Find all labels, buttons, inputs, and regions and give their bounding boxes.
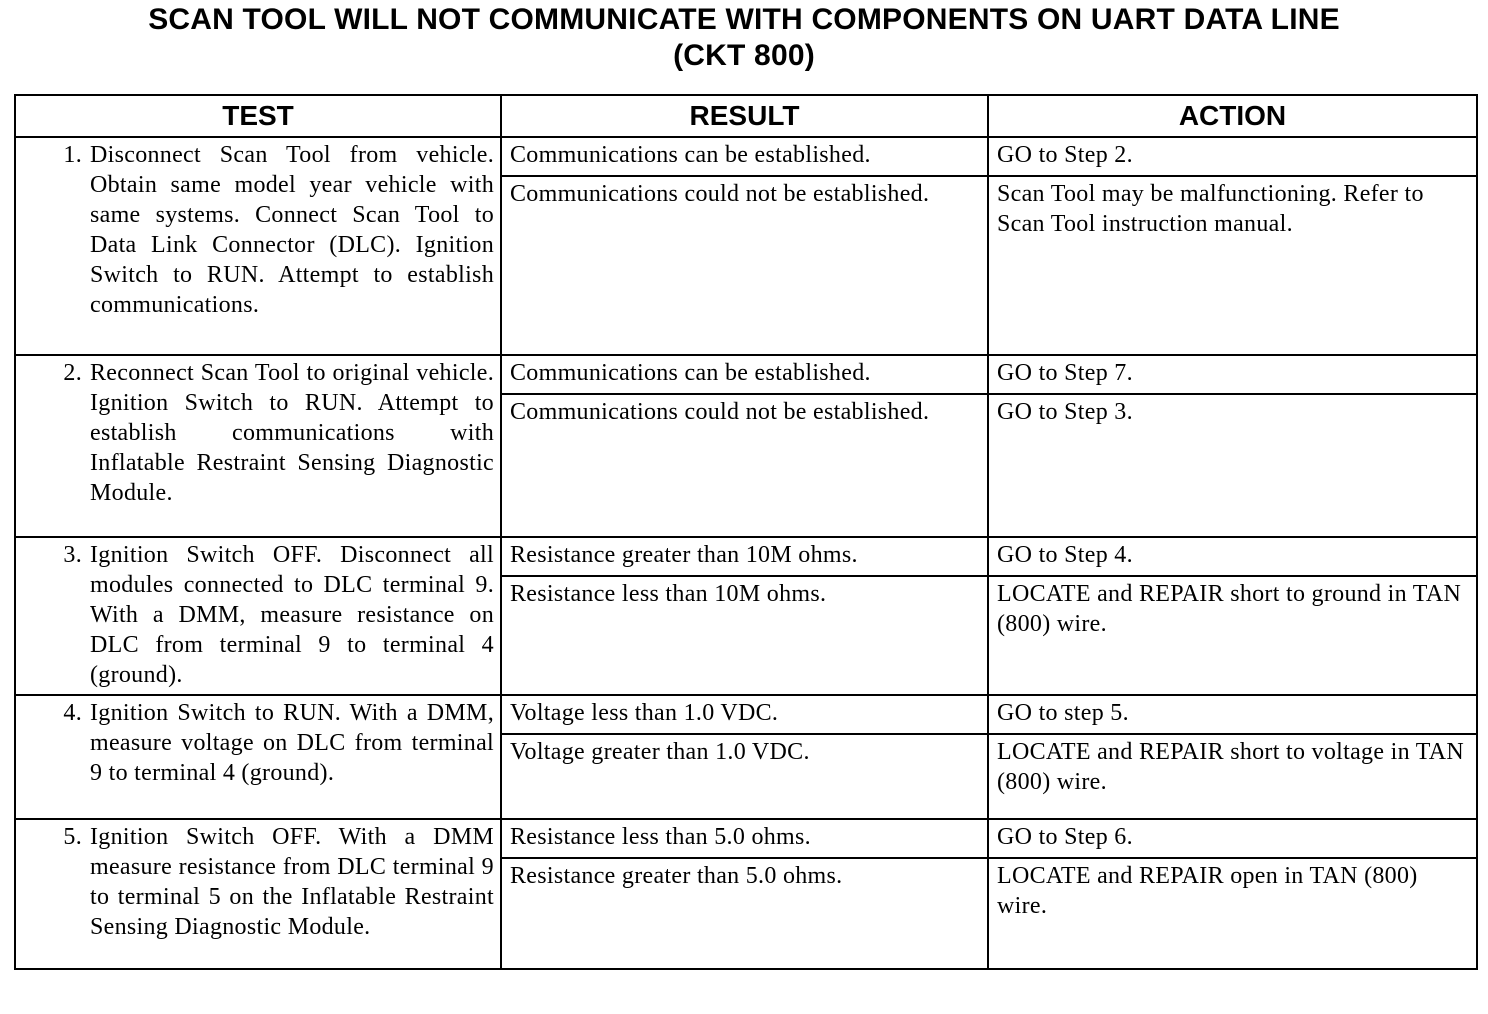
step-2-action-2: GO to Step 3. [988, 394, 1477, 537]
step-3-result-2: Resistance less than 10M ohms. [501, 576, 988, 695]
step-1-row-a [15, 137, 1477, 176]
step-2-test-cell [15, 355, 501, 537]
step-5-result-1: Resistance less than 5.0 ohms. [501, 819, 988, 858]
step-5-row-a [15, 819, 1477, 858]
step-1-action-2: Scan Tool may be malfunctioning. Refer to Scan Tool instruction manual. [988, 176, 1477, 355]
step-3-result-1: Resistance greater than 10M ohms. [501, 537, 988, 576]
header-test: TEST [15, 95, 501, 137]
step-number: 3. [63, 542, 82, 568]
step-3-action-1: GO to Step 4. [988, 537, 1477, 576]
step-2-result-1: Communications can be established. [501, 355, 988, 394]
step-test-text: Ignition Switch to RUN. With a DMM, measure voltage on DLC from terminal 9 to terminal 4 (ground). [90, 700, 494, 786]
header-row [15, 95, 1477, 137]
step-1-result-1: Communications can be established. [501, 137, 988, 176]
step-4-action-1: GO to step 5. [988, 695, 1477, 734]
step-4-result-1: Voltage less than 1.0 VDC. [501, 695, 988, 734]
step-5-action-1: GO to Step 6. [988, 819, 1477, 858]
step-3-test-cell [15, 537, 501, 695]
step-2-action-1: GO to Step 7. [988, 355, 1477, 394]
step-4-row-a [15, 695, 1477, 734]
step-test-text: Disconnect Scan Tool from vehicle. Obtain same model year vehicle with same systems. Connect Scan Tool to Data Link Connector (DLC). Ignition Switch to RUN. Attempt to establish communications. [90, 142, 494, 318]
title-line-1: SCAN TOOL WILL NOT COMMUNICATE WITH COMPONENTS ON UART DATA LINE [148, 3, 1340, 36]
step-4-result-2: Voltage greater than 1.0 VDC. [501, 734, 988, 819]
step-3-row-a [15, 537, 1477, 576]
step-number: 1. [63, 142, 82, 168]
title-line-2: (CKT 800) [673, 39, 815, 72]
step-2-result-2: Communications could not be established. [501, 394, 988, 537]
step-5-result-2: Resistance greater than 5.0 ohms. [501, 858, 988, 969]
step-test-text: Reconnect Scan Tool to original vehicle. Ignition Switch to RUN. Attempt to establish communications with Inflatable Restraint Sensing Diagnostic Module. [90, 360, 494, 506]
step-5-action-2: LOCATE and REPAIR open in TAN (800) wire. [988, 858, 1477, 969]
step-4-test-cell [15, 695, 501, 819]
step-2-row-a [15, 355, 1477, 394]
page-title [0, 2, 1488, 74]
step-5-test-cell [15, 819, 501, 969]
step-4-action-2: LOCATE and REPAIR short to voltage in TAN (800) wire. [988, 734, 1477, 819]
step-3-action-2: LOCATE and REPAIR short to ground in TAN (800) wire. [988, 576, 1477, 695]
step-1-test-cell [15, 137, 501, 355]
diagnostic-table [14, 94, 1478, 970]
step-1-result-2: Communications could not be established. [501, 176, 988, 355]
step-test-text: Ignition Switch OFF. With a DMM measure resistance from DLC terminal 9 to terminal 5 on the Inflatable Restraint Sensing Diagnostic Module. [90, 824, 494, 940]
step-test-text: Ignition Switch OFF. Disconnect all modules connected to DLC terminal 9. With a DMM, measure resistance on DLC from terminal 9 to terminal 4 (ground). [90, 542, 494, 688]
header-action: ACTION [988, 95, 1477, 137]
step-number: 4. [63, 700, 82, 726]
step-1-action-1: GO to Step 2. [988, 137, 1477, 176]
header-result: RESULT [501, 95, 988, 137]
step-number: 5. [63, 824, 82, 850]
step-number: 2. [63, 360, 82, 386]
